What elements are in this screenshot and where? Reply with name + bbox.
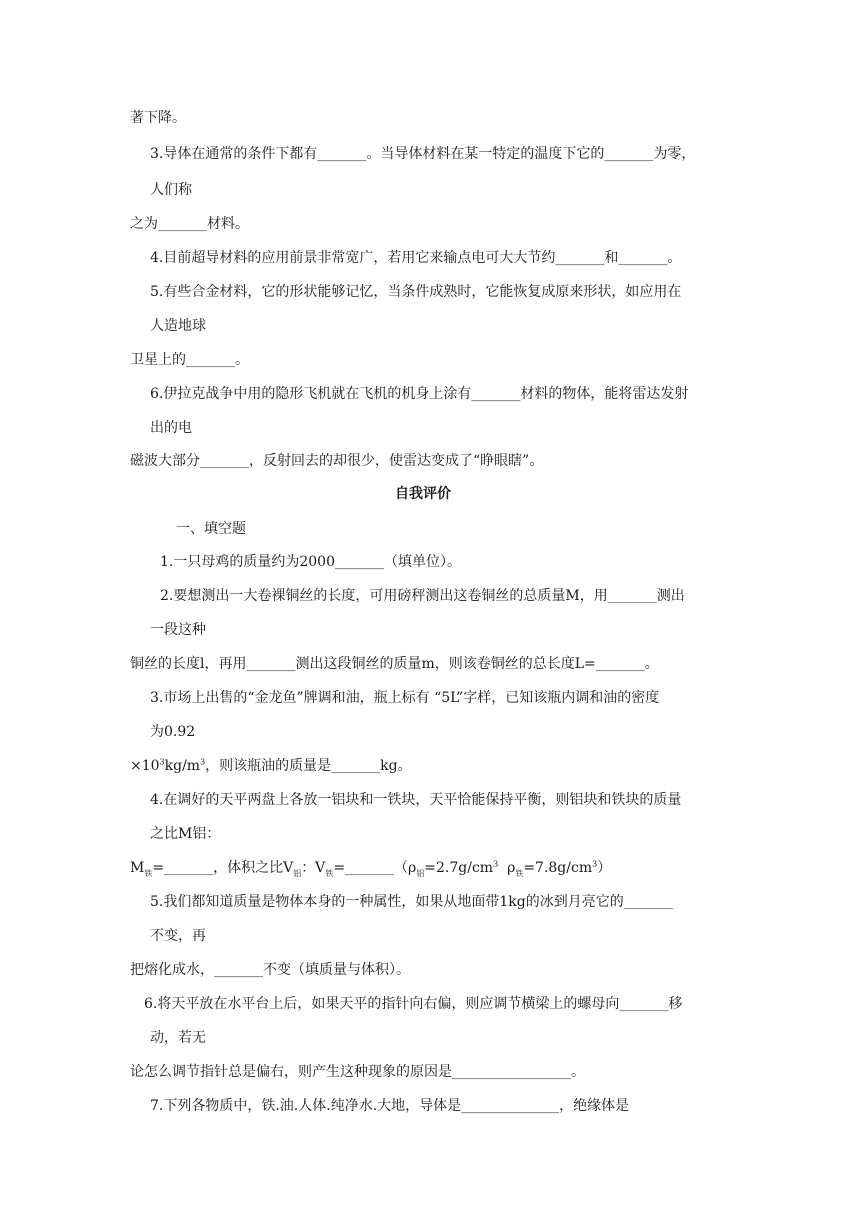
text-line: 出的电 [150, 420, 192, 436]
text-line: 磁波大部分_______，反射回去的却很少，使雷达变成了“睁眼瞎”。 [130, 453, 544, 469]
question-6-line: 6.将天平放在水平台上后，如果天平的指针向右偏，则应调节横梁上的螺母向_______移 [144, 996, 683, 1012]
question-7-line: 7.下列各物质中，铁.油.人体.纯净水.大地，导体是______________，绝缘体是 [150, 1098, 630, 1114]
text-line: $M_铁=\_\_\_\_\_\_\_$，体积之比$V_铝$：$V_铁=\_\_\_\_\_\_\_(\rho_铝=2.7g/cm^3$ $\rho_铁=7.8g/cm^3$） [130, 859, 612, 878]
question-5-line: 5.有些合金材料，它的形状能够记忆，当条件成熟时，它能恢复成原来形状，如应用在 [150, 284, 682, 300]
text-line: 之比M铝： [150, 826, 221, 842]
text-line: 之为_______材料。 [130, 216, 249, 232]
text-line: 著下降。 [130, 110, 186, 126]
text-line: 为0.92 [150, 724, 196, 740]
text-line: 论怎么调节指针总是偏右，则产生这种现象的原因是_________________。 [130, 1064, 585, 1080]
text-line: $\times 10^3kg/m^3$，则该瓶油的质量是_______kg。 [130, 757, 412, 774]
question-2-line: 2.要想测出一大卷裸铜丝的长度，可用磅秤测出这卷铜丝的总质量M，用_______测出 [160, 588, 685, 604]
question-4-line: 4.目前超导材料的应用前景非常宽广，若用它来输点电可大大节约_______和_______。 [150, 250, 682, 266]
subsection-heading: 一、填空题 [176, 521, 246, 537]
question-4-line: 4.在调好的天平两盘上各放一铝块和一铁块，天平恰能保持平衡，则铝块和铁块的质量 [150, 792, 682, 808]
text-line: 一段这种 [150, 622, 206, 638]
text-line: 把熔化成水，_______不变（填质量与体积）。 [130, 962, 410, 978]
text-line: 不变，再 [150, 928, 206, 944]
text-line: 卫星上的_______。 [130, 352, 249, 368]
section-title: 自我评价 [395, 486, 451, 502]
question-1-line: 1.一只母鸡的质量约为2000_______（填单位）。 [160, 554, 461, 570]
question-6-line: 6.伊拉克战争中用的隐形飞机就在飞机的机身上涂有_______材料的物体，能将雷达发射 [150, 386, 689, 402]
question-3-line: 3.导体在通常的条件下都有_______。当导体材料在某一特定的温度下它的_______为零， [150, 146, 696, 162]
text-line: 动，若无 [150, 1030, 206, 1046]
text-line: 铜丝的长度l，再用_______测出这段铜丝的质量m，则该卷铜丝的总长度L=_______。 [130, 656, 659, 672]
question-5-line: 5.我们都知道质量是物体本身的一种属性，如果从地面带1kg的冰到月亮它的_______ [150, 894, 673, 910]
text-line: 人造地球 [150, 318, 206, 334]
question-3-line: 3.市场上出售的“金龙鱼”牌调和油，瓶上标有 “5L”字样，已知该瓶内调和油的密度 [150, 690, 660, 706]
text-line: 人们称 [150, 182, 192, 198]
